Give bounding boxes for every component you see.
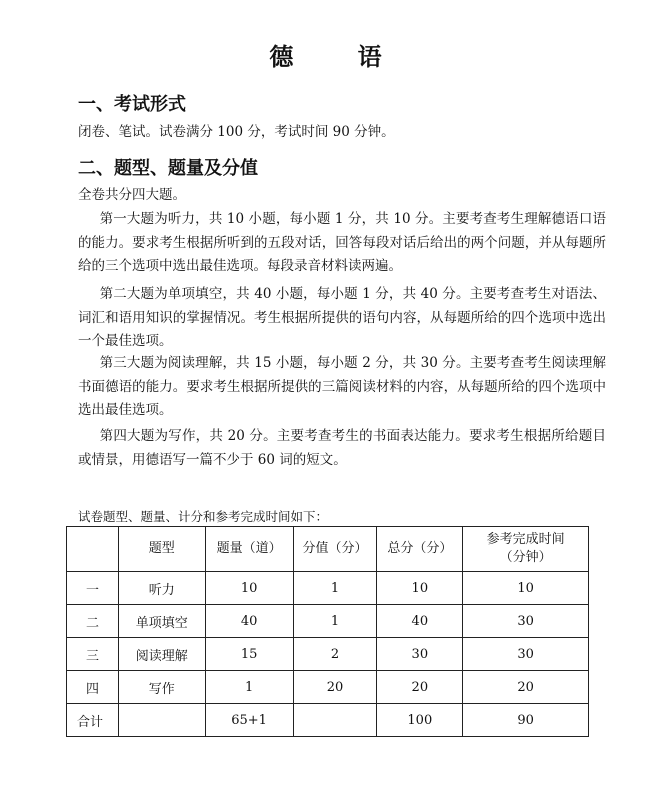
table-row <box>67 605 589 638</box>
row-total: 30 <box>377 638 463 671</box>
header-total: 总分（分） <box>377 527 463 572</box>
row-points: 1 <box>293 572 377 605</box>
row-num: 二 <box>67 605 119 638</box>
page-title: 德 语 <box>269 42 410 71</box>
row-time: 20 <box>463 671 589 704</box>
table-header-row <box>67 527 589 572</box>
header-time-line2: （分钟） <box>499 550 552 565</box>
row-time: 30 <box>463 638 589 671</box>
summary-label: 合计 <box>67 704 119 737</box>
summary-points <box>293 704 377 737</box>
row-type: 听力 <box>118 572 205 605</box>
section-heading-exam-format: 一、考试形式 <box>78 94 186 115</box>
table-row <box>67 671 589 704</box>
row-points: 2 <box>293 638 377 671</box>
row-total: 40 <box>377 605 463 638</box>
header-time <box>463 527 589 572</box>
header-type: 题型 <box>118 527 205 572</box>
part2-description: 第二大题为单项填空，共 40 小题，每小题 1 分，共 40 分。主要考查考生对语法、词汇和语用知识的掌握情况。考生根据所提供的语句内容，从每题所给的四个选项中选出一个最佳选项。 <box>78 286 606 349</box>
header-blank <box>67 527 119 572</box>
header-points: 分值（分） <box>293 527 377 572</box>
row-points: 20 <box>293 671 377 704</box>
question-types-intro: 全卷共分四大题。 <box>78 187 186 203</box>
row-num: 一 <box>67 572 119 605</box>
row-total: 20 <box>377 671 463 704</box>
summary-type <box>118 704 205 737</box>
section-heading-question-types: 二、题型、题量及分值 <box>78 158 258 179</box>
table-summary-row <box>67 704 589 737</box>
row-num: 四 <box>67 671 119 704</box>
row-time: 30 <box>463 605 589 638</box>
row-total: 10 <box>377 572 463 605</box>
table-row <box>67 638 589 671</box>
row-count: 40 <box>205 605 293 638</box>
table-caption: 试卷题型、题量、计分和参考完成时间如下： <box>78 509 329 524</box>
exam-format-text: 闭卷、笔试。试卷满分 100 分，考试时间 90 分钟。 <box>78 124 395 140</box>
header-count: 题量（道） <box>205 527 293 572</box>
row-type: 单项填空 <box>118 605 205 638</box>
row-count: 10 <box>205 572 293 605</box>
row-time: 10 <box>463 572 589 605</box>
row-type: 写作 <box>118 671 205 704</box>
row-type: 阅读理解 <box>118 638 205 671</box>
row-points: 1 <box>293 605 377 638</box>
table-row <box>67 572 589 605</box>
part1-description: 第一大题为听力，共 10 小题，每小题 1 分，共 10 分。主要考查考生理解德语口语的能力。要求考生根据所听到的五段对话，回答每段对话后给出的两个问题，并从每题所给的三个选项中选出最佳选项。每段录音材料读两遍。 <box>78 211 606 274</box>
summary-total: 100 <box>377 704 463 737</box>
part4-description: 第四大题为写作，共 20 分。主要考查考生的书面表达能力。要求考生根据所给题目或情景，用德语写一篇不少于 60 词的短文。 <box>78 428 606 468</box>
score-table <box>66 526 589 737</box>
summary-count: 65+1 <box>205 704 293 737</box>
summary-time: 90 <box>463 704 589 737</box>
row-count: 1 <box>205 671 293 704</box>
row-num: 三 <box>67 638 119 671</box>
part3-description: 第三大题为阅读理解，共 15 小题，每小题 2 分，共 30 分。主要考查考生阅读理解书面德语的能力。要求考生根据所提供的三篇阅读材料的内容，从每题所给的四个选项中选出最佳选项。 <box>78 355 606 418</box>
row-count: 15 <box>205 638 293 671</box>
header-time-line1: 参考完成时间 <box>486 532 565 547</box>
